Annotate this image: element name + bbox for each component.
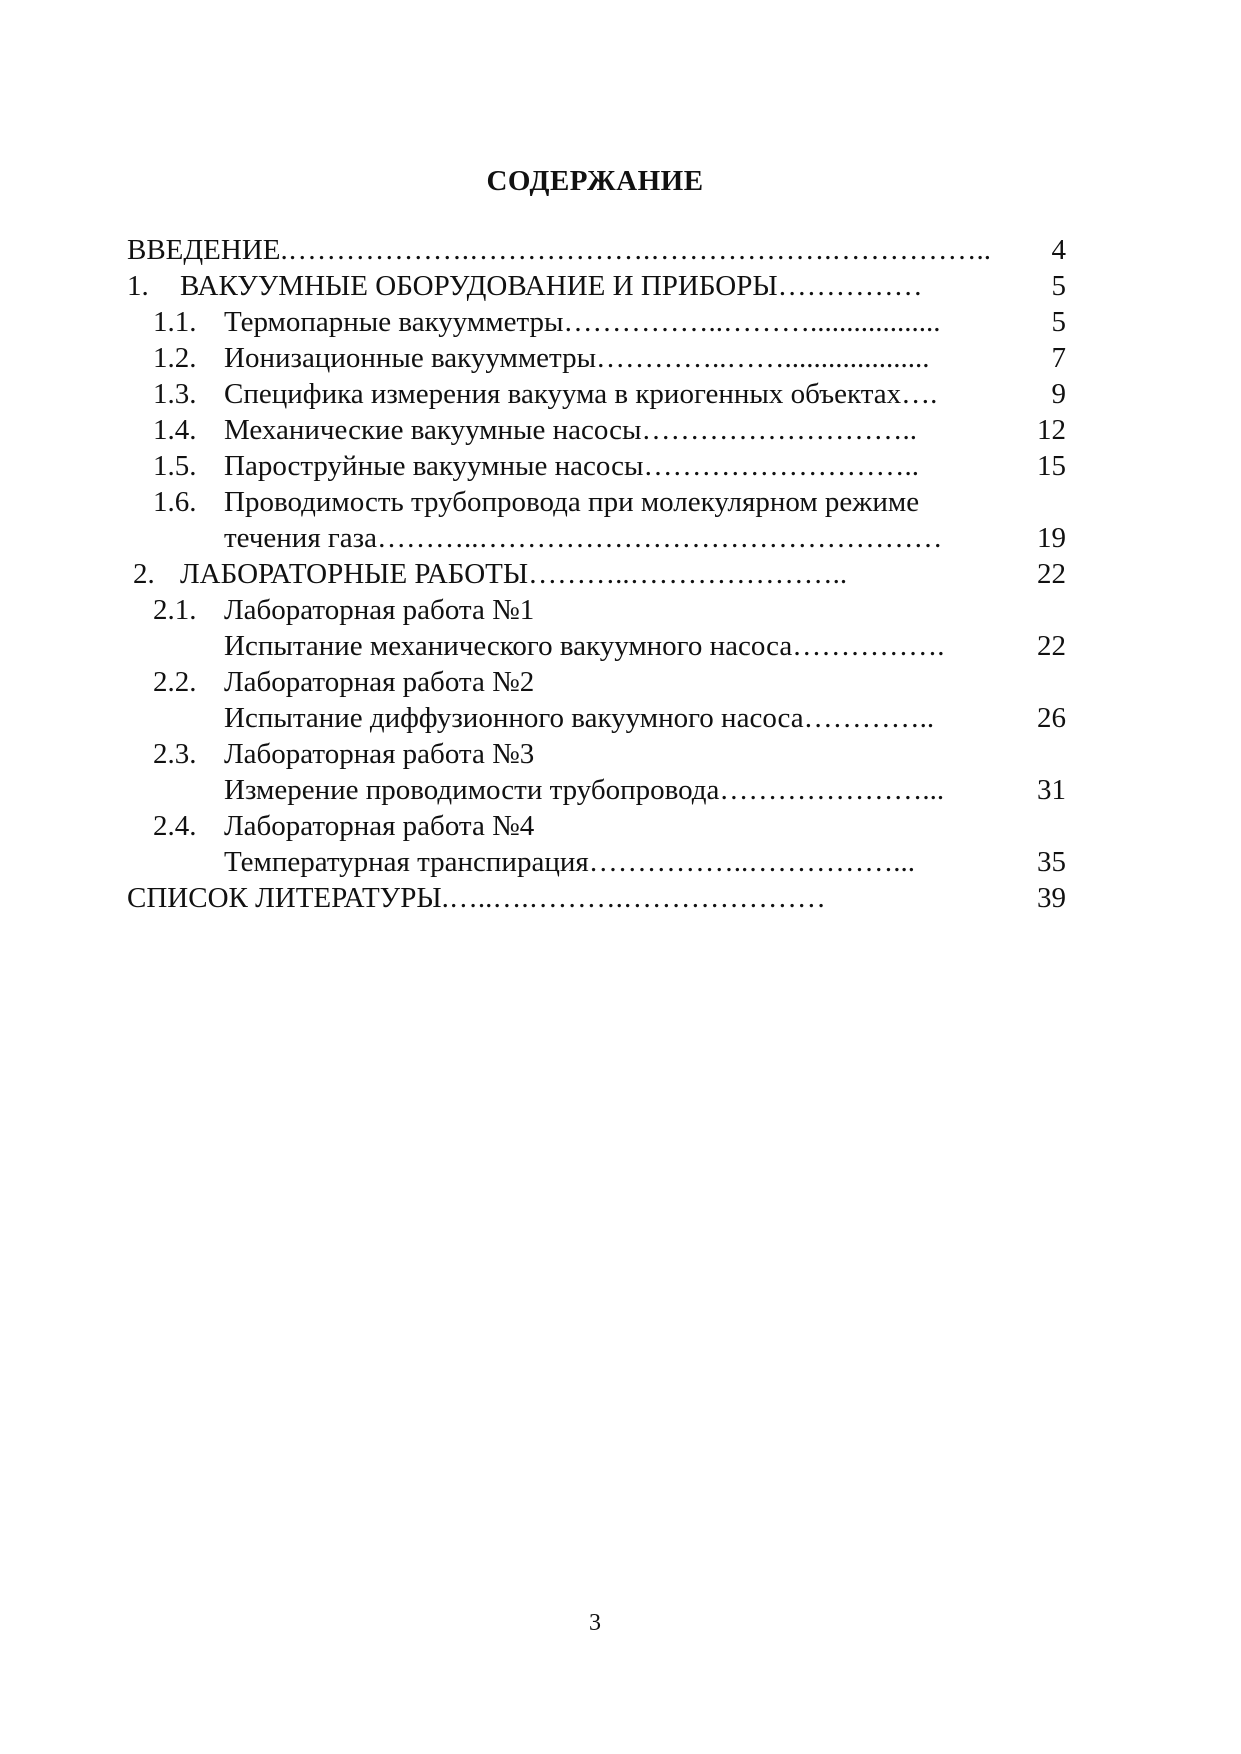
toc-entry-number: 1.5. — [153, 450, 197, 482]
toc-entry-page: 15 — [1037, 450, 1066, 482]
toc-entry-text[interactable]: Температурная транспирация……………..……………... — [224, 846, 915, 878]
toc-entry-text[interactable]: Ионизационные вакуумметры…………..…….................... — [224, 342, 930, 374]
toc-entry-text[interactable]: Испытание механического вакуумного насоса……………. — [224, 630, 945, 662]
toc-entry-text[interactable]: Испытание диффузионного вакуумного насоса………….. — [224, 702, 935, 734]
toc-entry-number: 2.3. — [153, 738, 197, 770]
toc-entry-page: 9 — [1051, 378, 1066, 410]
toc-entry-page: 39 — [1037, 882, 1066, 914]
toc-entry-text[interactable]: Специфика измерения вакуума в криогенных объектах…. — [224, 378, 938, 410]
toc-entry-page: 22 — [1037, 630, 1066, 662]
toc-entry-number: 1.3. — [153, 378, 197, 410]
toc-entry-text[interactable]: Проводимость трубопровода при молекулярном режиме — [224, 486, 920, 518]
toc-entry-text[interactable]: Лабораторная работа №1 — [224, 594, 535, 626]
toc-entry-page: 4 — [1051, 234, 1066, 266]
toc-entry-number: 2.1. — [153, 594, 197, 626]
toc-entry-page: 22 — [1037, 558, 1066, 590]
toc-entry-text[interactable]: СПИСОК ЛИТЕРАТУРЫ.…..….……….………………… — [127, 882, 826, 914]
toc-entry-text[interactable]: Лабораторная работа №2 — [224, 666, 535, 698]
toc-entry-page: 19 — [1037, 522, 1066, 554]
toc-entry-page: 5 — [1051, 270, 1066, 302]
toc-entry-number: 1.2. — [153, 342, 197, 374]
toc-entry-page: 26 — [1037, 702, 1066, 734]
toc-entry-number: 2.2. — [153, 666, 197, 698]
toc-entry-page: 35 — [1037, 846, 1066, 878]
toc-entry-number: 2.4. — [153, 810, 197, 842]
toc-entry-text[interactable]: Лабораторная работа №4 — [224, 810, 535, 842]
toc-entry-text[interactable]: Пароструйные вакуумные насосы……………………….. — [224, 450, 919, 482]
toc-entry-number: 1.4. — [153, 414, 197, 446]
toc-entry-text[interactable]: Термопарные вакуумметры……………..……….................. — [224, 306, 941, 338]
toc-entry-text[interactable]: ВВЕДЕНИЕ.……………….……………….……………….…………….. — [127, 234, 991, 266]
page-title: СОДЕРЖАНИЕ — [486, 165, 704, 197]
toc-entry-number: 1.6. — [153, 486, 197, 518]
toc-entry-text[interactable]: ЛАБОРАТОРНЫЕ РАБОТЫ………..………………….. — [180, 558, 848, 590]
toc-entry-page: 12 — [1037, 414, 1066, 446]
toc-entry-text[interactable]: Лабораторная работа №3 — [224, 738, 535, 770]
toc-entry-number: 1. — [127, 270, 149, 302]
toc-entry-page: 7 — [1051, 342, 1066, 374]
page-number: 3 — [589, 1610, 601, 1636]
toc-entry-text[interactable]: Измерение проводимости трубопровода…………………... — [224, 774, 945, 806]
toc-entry-number: 1.1. — [153, 306, 197, 338]
toc-entry-page: 5 — [1051, 306, 1066, 338]
toc-entry-text[interactable]: течения газа………..………………………………………… — [224, 522, 943, 554]
toc-entry-text[interactable]: Механические вакуумные насосы……………………….. — [224, 414, 917, 446]
toc-entry-text[interactable]: ВАКУУМНЫЕ ОБОРУДОВАНИЕ И ПРИБОРЫ…………… — [180, 270, 923, 302]
toc-entry-page: 31 — [1037, 774, 1066, 806]
toc-entry-number: 2. — [133, 558, 155, 590]
